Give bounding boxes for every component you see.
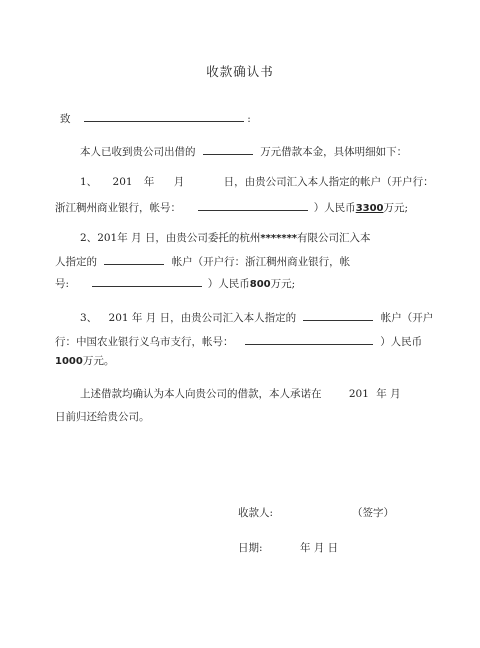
date-label: 日期:: [238, 542, 263, 554]
closing-month: 年 月: [376, 388, 401, 400]
item1-month-unit: 月: [173, 176, 185, 188]
item2-line2-rest: 帐户（开户行：浙江稠州商业银行，帐: [171, 256, 351, 268]
to-label: 致: [60, 113, 71, 125]
item2-text-2: 有限公司汇入本: [297, 232, 371, 244]
principal-blank: [203, 143, 253, 155]
item1-paren: ）人民币: [313, 202, 356, 214]
signature-note: （签字）: [352, 507, 394, 519]
item1-number: 1、: [80, 176, 98, 188]
closing-text: 上述借款均确认为本人向贵公司的借款，本人承诺在: [80, 388, 322, 400]
item1-bank: 浙江稠州商业银行，帐号：: [55, 202, 181, 214]
item2-account-blank: [104, 253, 164, 265]
item2-paren: ）人民币: [207, 278, 250, 290]
item3-year: 201: [108, 312, 129, 324]
item1-year: 201: [112, 176, 133, 188]
item2-line1: [80, 231, 371, 246]
item3-unit: 万元。: [82, 355, 115, 367]
item3-account-blank: [303, 309, 373, 321]
closing-line1: [80, 387, 401, 401]
item3-text: 年 月 日，由贵公司汇入本人指定的: [131, 312, 297, 324]
item3-line1: [80, 309, 433, 325]
item1-line2: [55, 199, 408, 216]
closing-text-2: 日前归还给贵公司。: [55, 411, 150, 423]
intro-text-2: 万元借款本金，具体明细如下：: [260, 146, 408, 158]
signature-label: 收款人:: [238, 507, 274, 519]
item1-amount: 3300: [355, 203, 384, 214]
item2-line2: [55, 253, 350, 269]
to-suffix: :: [247, 113, 251, 125]
recipient-line: [60, 110, 251, 126]
item2-year: 201: [97, 232, 118, 244]
item2-number: 2、: [80, 232, 98, 244]
item2-unit: 万元;: [270, 278, 296, 290]
date-value: 年 月 日: [300, 542, 339, 554]
item2-number-blank: [92, 275, 202, 287]
item1-year-unit: 年: [143, 176, 155, 188]
item3-line3: [55, 354, 114, 369]
document-title: 收款确认书: [206, 64, 274, 79]
item3-line2: [55, 333, 422, 349]
intro-paragraph: [80, 143, 407, 159]
item1-unit: 万元;: [383, 202, 409, 214]
item2-line3-text: 号:: [55, 278, 70, 290]
item3-amount: 1000: [55, 356, 83, 367]
item3-number: 3、: [80, 312, 98, 324]
item1-account-blank: [198, 199, 308, 211]
item3-number-blank: [245, 333, 373, 345]
item3-line2-text: 行：中国农业银行义乌市支行，帐号：: [55, 336, 234, 348]
intro-text-1: 本人已收到贵公司出借的: [80, 146, 196, 158]
item2-stars: *******: [260, 233, 298, 244]
item1-rest: 日，由贵公司汇入本人指定的帐户（开户行：: [223, 176, 434, 188]
recipient-blank: [84, 110, 244, 122]
item2-amount: 800: [249, 279, 271, 290]
item3-paren: ）人民币: [380, 336, 423, 348]
item2-line3: [55, 275, 295, 292]
closing-line2: [55, 410, 150, 424]
item2-text: 年 月 日，由贵公司委托的杭州: [117, 232, 261, 244]
item1-line1: [80, 175, 434, 189]
item3-text-2: 帐户（开户: [380, 312, 434, 324]
closing-year: 201: [348, 388, 369, 400]
item2-line2-text: 人指定的: [55, 256, 97, 268]
